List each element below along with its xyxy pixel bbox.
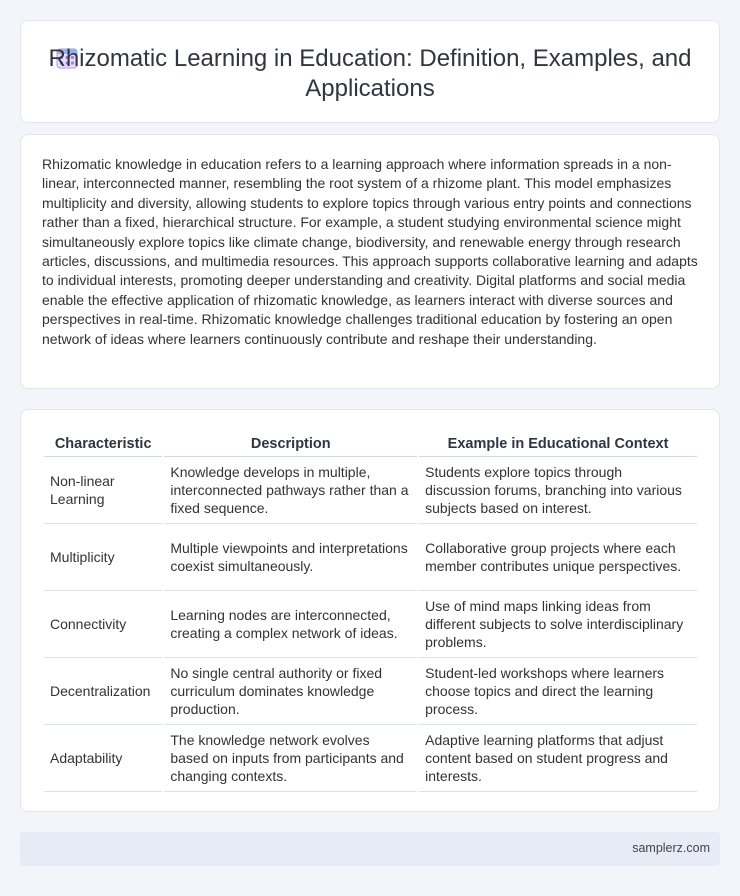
- footer-site-link[interactable]: samplerz.com: [632, 841, 710, 855]
- column-header: Example in Educational Context: [419, 432, 697, 457]
- intro-paragraph: Rhizomatic knowledge in education refers to a learning approach where information spreads in a non-linear, interconnected manner, resembling the root system of a rhizome plant. This model emphasizes multiplicity and diversity, allowing students to explore topics through various entry points and connections rather than a fixed, hierarchical structure. For example, a student studying environmental science might simultaneously explore topics like climate change, biodiversity, and renewable energy through research articles, discussions, and multimedia resources. This approach supports collaborative learning and adapts to individual interests, promoting deeper understanding and creativity. Digital platforms and social media enable the effective application of rhizomatic knowledge, as learners interact with diverse sources and perspectives in real-time. Rhizomatic knowledge challenges traditional education by fostering an open network of ideas where learners continuously contribute and reshape their understanding.: [42, 156, 698, 347]
- table-cell-description: Learning nodes are interconnected, creating a complex network of ideas.: [164, 591, 417, 658]
- table-header-row: [44, 432, 697, 457]
- page-title: Rhizomatic Learning in Education: Definition, Examples, and Applications: [48, 45, 692, 102]
- table-row: [44, 591, 697, 658]
- characteristics-table: [42, 432, 699, 792]
- column-header: Description: [164, 432, 417, 457]
- intro-card: [20, 134, 720, 389]
- table-cell-description: Multiple viewpoints and interpretations coexist simultaneously.: [164, 524, 417, 591]
- table-row: [44, 658, 697, 725]
- table-cell-example: Collaborative group projects where each member contributes unique perspectives.: [419, 524, 697, 591]
- table-card: [20, 409, 720, 812]
- table-cell-example: Adaptive learning platforms that adjust content based on student progress and interests.: [419, 725, 697, 792]
- table-cell-example: Use of mind maps linking ideas from different subjects to solve interdisciplinary problems.: [419, 591, 697, 658]
- table-cell-description: Knowledge develops in multiple, interconnected pathways rather than a fixed sequence.: [164, 457, 417, 524]
- table-cell-example: Student-led workshops where learners choose topics and direct the learning process.: [419, 658, 697, 725]
- title-card: [20, 20, 720, 123]
- table-cell-description: No single central authority or fixed curriculum dominates knowledge production.: [164, 658, 417, 725]
- table-cell-description: The knowledge network evolves based on inputs from participants and changing contexts.: [164, 725, 417, 792]
- table-cell-characteristic: Non-linear Learning: [44, 457, 162, 524]
- table-cell-characteristic: Connectivity: [44, 591, 162, 658]
- column-header: Characteristic: [44, 432, 162, 457]
- table-cell-characteristic: Adaptability: [44, 725, 162, 792]
- table-row: [44, 524, 697, 591]
- table-cell-characteristic: Decentralization: [44, 658, 162, 725]
- footer-bar: [20, 832, 720, 866]
- table-row: [44, 725, 697, 792]
- table-row: [44, 457, 697, 524]
- table-cell-characteristic: Multiplicity: [44, 524, 162, 591]
- table-cell-example: Students explore topics through discussion forums, branching into various subjects based on interest.: [419, 457, 697, 524]
